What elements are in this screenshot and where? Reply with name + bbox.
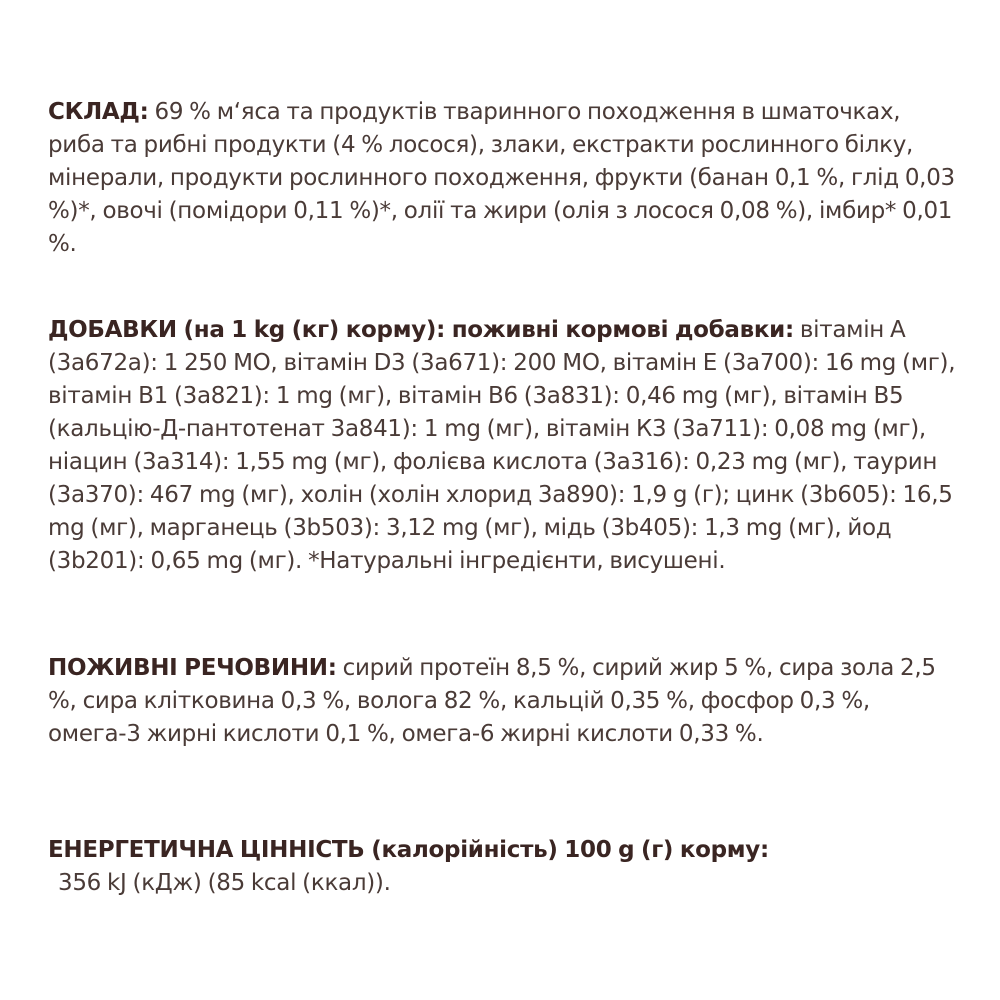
- additives-text: вітамін А (3а672а): 1 250 МО, вітамін D3 (3а671): 200 МО, вітамін Е (3а700): 16 mg (мг), вітамін В1 (3а821): 1 mg (мг), вітамін В6 (3а831): 0,46 mg (мг), вітамін В5 (кальцію-Д-пантотенат 3а841): 1 mg (мг), вітамін К3 (3а711): 0,08 mg (мг), ніацин (3а314): 1,55 mg (мг), фолієва кислота (3а316): 0,23 mg (мг), таурин (3а370): 467 mg (мг), холін (холін хлорид 3а890): 1,9 g (г); цинк (3b605): 16,5 mg (мг), марганець (3b503): 3,12 mg (мг), мідь (3b405): 1,3 mg (мг), йод (3b201): 0,65 mg (мг). *Натуральні інгредієнти, висушені.: [48, 317, 956, 574]
- energy-section: [48, 834, 958, 900]
- energy-heading: ЕНЕРГЕТИЧНА ЦІННІСТЬ (калорійність) 100 g (г) корму:: [48, 837, 769, 863]
- composition-heading: СКЛАД:: [48, 99, 149, 125]
- additives-section: [48, 314, 958, 578]
- composition-section: [48, 96, 958, 261]
- nutrients-section: [48, 652, 958, 751]
- nutrients-heading: ПОЖИВНІ РЕЧОВИНИ:: [48, 655, 337, 681]
- energy-value: 356 kJ (кДж) (85 kcal (ккал)).: [58, 870, 391, 896]
- composition-text: 69 % м‘яса та продуктів тваринного походження в шматочках, риба та рибні продукти (4 % лосося), злаки, екстракти рослинного білку, мінерали, продукти рослинного походження, фрукти (банан 0,1 %, глід 0,03 %)*, овочі (помідори 0,11 %)*, олії та жири (олія з лосося 0,08 %), імбир* 0,01 %.: [48, 99, 955, 257]
- additives-subheading: поживні кормові добавки:: [445, 317, 794, 343]
- additives-heading: ДОБАВКИ (на 1 kg (кг) корму):: [48, 317, 445, 343]
- nutrients-text: сирий протеїн 8,5 %, сирий жир 5 %, сира зола 2,5 %, сира клітковина 0,3 %, волога 82 %, кальцій 0,35 %, фосфор 0,3 %, омега-3 жирні кислоти 0,1 %, омега-6 жирні кислоти 0,33 %.: [48, 655, 936, 747]
